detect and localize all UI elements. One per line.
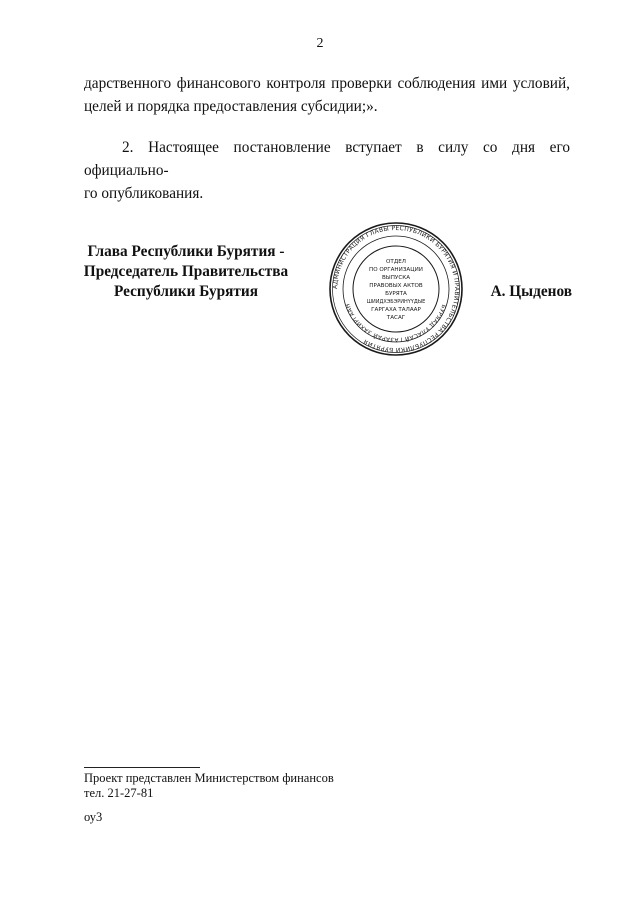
signatory-title-line: Республики Бурятия xyxy=(113,283,259,300)
seal-center-line: ГАРГАХА ТАЛААР xyxy=(371,307,421,313)
paragraph-1 xyxy=(84,72,570,118)
signatory-title-line: Председатель Правительства xyxy=(83,263,289,280)
footnote-divider xyxy=(84,767,200,768)
signatory-title xyxy=(74,242,298,302)
seal-center-line: ШИИДХЭБЭРИНҮҮДЫЕ xyxy=(366,299,426,305)
paragraph-1-line-2: целей и порядка предоставления субсидии;». xyxy=(84,98,378,115)
seal-center-line: БУРЯТА xyxy=(385,291,407,297)
signatory-title-line: Глава Республики Бурятия - xyxy=(87,243,285,260)
document-code: оу3 xyxy=(84,810,103,824)
seal-center-line: ПРАВОВЫХ АКТОВ xyxy=(369,283,423,289)
seal-center-line: ОТДЕЛ xyxy=(386,259,406,265)
paragraph-2-line-1: 2. Настоящее постановление вступает в силу со дня его официально- xyxy=(84,139,570,179)
seal-center-line: ТАСАГ xyxy=(386,315,406,321)
footnote-phone: тел. 21-27-81 xyxy=(84,786,154,800)
signatory-name: А. Цыденов xyxy=(490,283,572,300)
seal-outer-text: АДМИНИСТРАЦИЯ ГЛАВЫ РЕСПУБЛИКИ БУРЯТИЯ И ПРАВИТЕЛЬСТВА РЕСПУБЛИКИ БУРЯТИЯ xyxy=(331,224,461,354)
seal-inner-text: БУРЯАД УЛАСАЙ ГАЗАРАЙ ЗАХИРГААН xyxy=(345,302,447,343)
seal-center-line: ВЫПУСКА xyxy=(381,275,411,281)
seal-center-line: ПО ОРГАНИЗАЦИИ xyxy=(369,267,423,273)
paragraph-1-line-1: дарственного финансового контроля проверки соблюдения ими условий, xyxy=(84,75,570,92)
page-number: 2 xyxy=(316,36,324,51)
footnote-ministry: Проект представлен Министерством финансов xyxy=(84,771,334,785)
paragraph-2-line-2: го опубликования. xyxy=(84,185,204,202)
paragraph-2 xyxy=(84,136,570,205)
